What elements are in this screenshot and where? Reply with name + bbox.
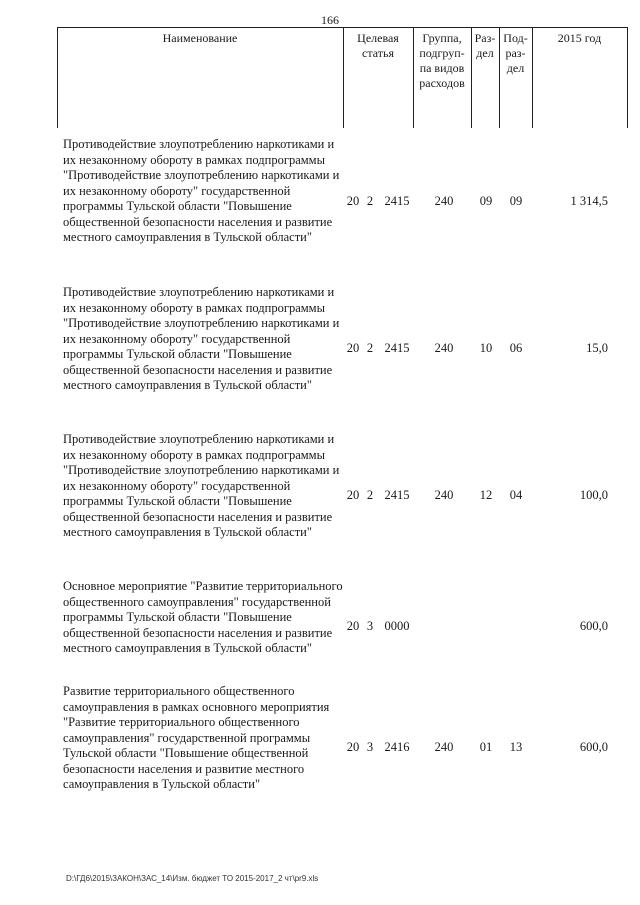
header-expense-group xyxy=(413,31,471,91)
footer-file-path: D:\ГД6\2015\ЗАКОН\ЗАС_14\Изм. бюджет ТО 2015-2017_2 чт\pr9.xls xyxy=(66,874,319,883)
row-section: 09 xyxy=(479,194,493,208)
page-number: 166 xyxy=(321,13,339,27)
row-section: 01 xyxy=(479,740,493,754)
row-code-direction: 2416 xyxy=(384,740,410,754)
row-section: 10 xyxy=(479,341,493,355)
row-name: Развитие территориального общественного самоуправления в рамках основного мероприятия "Развитие территориального общественного самоуправления" государственной программы Тульской области "Повышение общественной безопасности населения и развитие местного самоуправления в Тульской области" xyxy=(63,684,330,791)
row-code-subprogram: 2 xyxy=(366,341,374,355)
header-subsection-line: раз- xyxy=(505,46,526,60)
row-code-direction: 2415 xyxy=(384,341,410,355)
header-expense-group-line: па видов xyxy=(419,61,465,75)
header-target-article xyxy=(343,31,413,61)
row-subsection: 04 xyxy=(509,488,523,502)
header-section xyxy=(471,31,499,61)
row-amount: 15,0 xyxy=(586,341,608,355)
header-section-line: дел xyxy=(476,46,494,60)
row-code-program: 20 xyxy=(346,740,360,754)
row-code-program: 20 xyxy=(346,194,360,208)
header-target-article-line: Целевая xyxy=(357,31,399,45)
row-section: 12 xyxy=(479,488,493,502)
row-expense-group: 240 xyxy=(434,740,454,754)
row-amount: 100,0 xyxy=(579,488,608,502)
row-code-program: 20 xyxy=(346,341,360,355)
header-subsection-line: дел xyxy=(506,61,525,75)
header-right-border xyxy=(627,27,628,128)
row-code-direction: 2415 xyxy=(384,488,410,502)
row-code-subprogram: 3 xyxy=(366,740,374,754)
row-subsection: 09 xyxy=(509,194,523,208)
header-year: 2015 год xyxy=(557,31,602,45)
row-expense-group: 240 xyxy=(434,341,454,355)
row-subsection: 13 xyxy=(509,740,523,754)
row-amount: 600,0 xyxy=(579,740,608,754)
row-name: Основное мероприятие "Развитие территориального общественного самоуправления" государственной программы Тульской области "Повышение общественной безопасности населения и развитие местного самоуправления в Тульской области" xyxy=(63,579,343,655)
header-expense-group-line: расходов xyxy=(419,76,465,90)
header-target-article-line: статья xyxy=(362,46,394,60)
row-code-program: 20 xyxy=(346,488,360,502)
row-amount: 1 314,5 xyxy=(570,194,608,208)
row-code-subprogram: 2 xyxy=(366,488,374,502)
table-header xyxy=(57,27,627,128)
row-name: Противодействие злоупотреблению наркотиками и их незаконному обороту в рамках подпрограммы "Противодействие злоупотреблению наркотиками и их незаконному обороту" государственной программы Тульской области "Повышение общественной безопасности населения и развитие местного самоуправления в Тульской области" xyxy=(63,285,340,392)
row-code-program: 20 xyxy=(346,619,360,633)
header-name: Наименование xyxy=(162,31,238,45)
row-name: Противодействие злоупотреблению наркотиками и их незаконному обороту в рамках подпрограммы "Противодействие злоупотреблению наркотиками и их незаконному обороту" государственной программы Тульской области "Повышение общественной безопасности населения и развитие местного самоуправления в Тульской области" xyxy=(63,432,340,539)
header-subsection-line: Под- xyxy=(503,31,528,45)
row-amount: 600,0 xyxy=(579,619,608,633)
header-section-line: Раз- xyxy=(474,31,496,45)
header-expense-group-line: Группа, xyxy=(422,31,462,45)
header-top-border xyxy=(57,27,627,28)
row-code-subprogram: 2 xyxy=(366,194,374,208)
header-subsection xyxy=(499,31,532,76)
row-subsection: 06 xyxy=(509,341,523,355)
row-expense-group: 240 xyxy=(434,488,454,502)
row-expense-group: 240 xyxy=(434,194,454,208)
row-code-direction: 0000 xyxy=(384,619,410,633)
header-expense-group-line: подгруп- xyxy=(419,46,465,60)
row-code-direction: 2415 xyxy=(384,194,410,208)
row-name: Противодействие злоупотреблению наркотиками и их незаконному обороту в рамках подпрограммы "Противодействие злоупотреблению наркотиками и их незаконному обороту" государственной программы Тульской области "Повышение общественной безопасности населения и развитие местного самоуправления в Тульской области" xyxy=(63,137,340,244)
row-code-subprogram: 3 xyxy=(366,619,374,633)
